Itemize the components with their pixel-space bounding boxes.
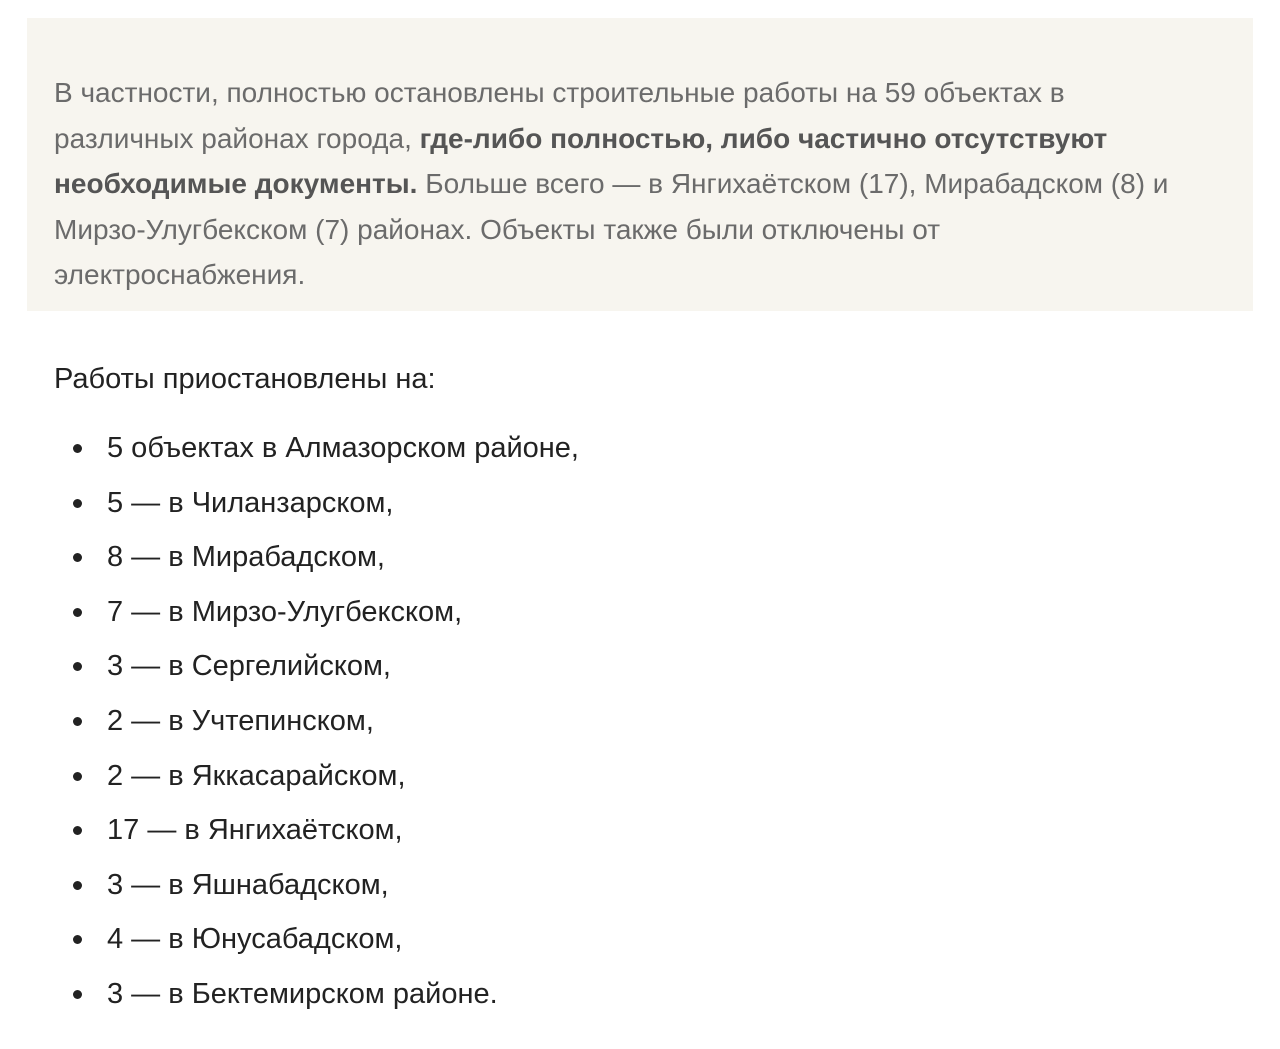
bullet-icon xyxy=(73,717,82,726)
district-list xyxy=(54,425,579,1026)
highlight-block xyxy=(27,18,1253,311)
list-item xyxy=(54,862,579,917)
list-item xyxy=(54,425,579,480)
highlight-paragraph xyxy=(54,70,1193,298)
list-item-text: 17 — в Янгихаётском, xyxy=(107,814,403,847)
list-item xyxy=(54,589,579,644)
list-lead-text: Работы приостановлены на: xyxy=(54,363,436,395)
bullet-icon xyxy=(73,444,82,453)
bullet-icon xyxy=(73,881,82,890)
bullet-icon xyxy=(73,935,82,944)
bullet-icon xyxy=(73,772,82,781)
list-item-text: 5 объектах в Алмазорском районе, xyxy=(107,432,579,464)
highlight-text-intro: В частности, полностью остановлены строительные работы на 59 объектах в различных районах города, xyxy=(54,77,1065,154)
bullet-icon xyxy=(73,662,82,671)
list-item xyxy=(54,534,579,589)
bullet-icon xyxy=(73,553,82,562)
list-item xyxy=(54,480,579,535)
list-item-text: 5 — в Чиланзарском, xyxy=(107,486,394,519)
bullet-icon xyxy=(73,826,82,835)
bullet-icon xyxy=(73,990,82,999)
bullet-icon xyxy=(73,608,82,617)
list-item xyxy=(54,807,579,862)
list-item-text: 3 — в Сергелийском, xyxy=(107,650,391,683)
list-item-text: 7 — в Мирзо-Улугбекском, xyxy=(107,595,463,628)
list-item-text: 2 — в Учтепинском, xyxy=(107,704,374,737)
list-item xyxy=(54,971,579,1026)
list-item xyxy=(54,916,579,971)
list-item-text: 4 — в Юнусабадском, xyxy=(107,923,403,956)
list-item xyxy=(54,643,579,698)
bullet-icon xyxy=(73,499,82,508)
highlight-text-rest: Больше всего — в Янгихаётском (17), Мирабадском (8) и Мирзо-Улугбекском (7) районах. Объекты также были отключены от электроснабжения. xyxy=(54,168,1169,290)
highlight-text-bold: где-либо полностью, либо частично отсутствуют необходимые документы. xyxy=(54,122,1108,199)
list-item-text: 2 — в Яккасарайском, xyxy=(107,759,406,792)
list-item xyxy=(54,698,579,753)
list-item xyxy=(54,753,579,808)
list-item-text: 8 — в Мирабадском, xyxy=(107,541,385,574)
list-item-text: 3 — в Бектемирском районе. xyxy=(107,977,498,1010)
list-item-text: 3 — в Яшнабадском, xyxy=(107,868,389,901)
